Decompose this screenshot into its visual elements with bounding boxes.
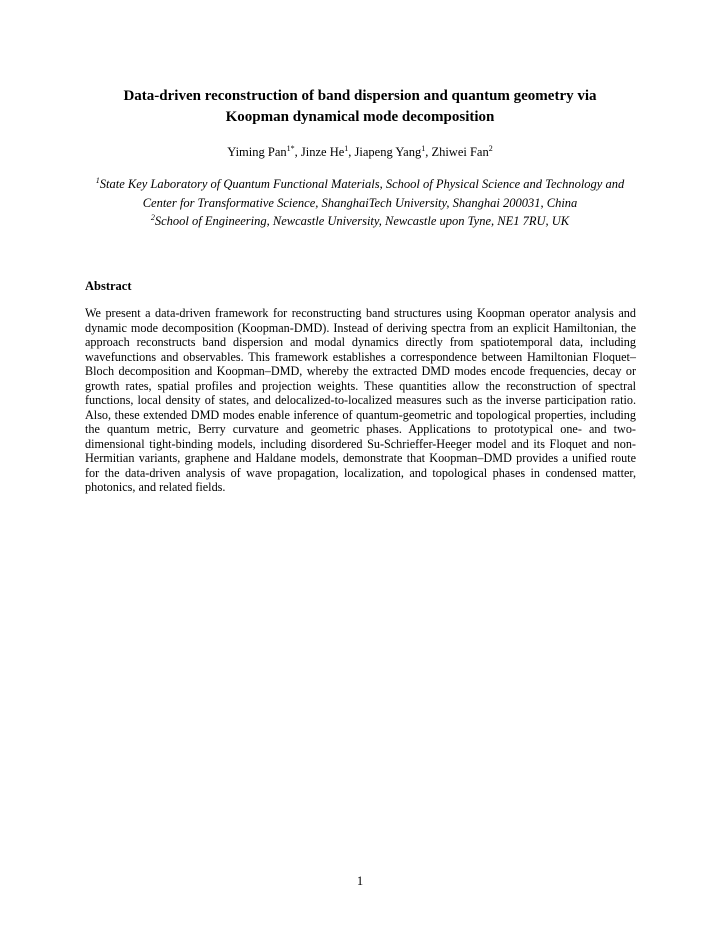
affiliation-list	[84, 175, 636, 231]
title-line-1: Data-driven reconstruction of band dispersion and quantum geometry via	[123, 88, 597, 104]
author-affiliation-mark: 2	[488, 144, 493, 153]
author-name: Yiming Pan	[227, 145, 287, 159]
author-affiliation-mark: 1*	[286, 144, 295, 153]
affiliation-1	[84, 175, 636, 212]
author-name: Jinze He	[300, 145, 345, 159]
author-name: Zhiwei Fan	[431, 145, 489, 159]
author-name: Jiapeng Yang	[354, 145, 422, 159]
page-number: 1	[356, 874, 364, 888]
author-list: Yiming Pan$^{1*}$, Jinze He$^1$, Jiapeng Yang$^1$, Zhiwei Fan$^2$	[227, 144, 493, 159]
abstract-heading: Abstract	[85, 279, 132, 293]
affiliation-mark: 1	[95, 176, 100, 185]
title-line-2: Koopman dynamical mode decomposition	[225, 109, 495, 125]
abstract-body: We present a data-driven framework for reconstructing band structures using Koopman operator analysis and dynamic mode decomposition (Koopman-DMD). Instead of deriving spectra from an explicit Hamiltonian, the approach reconstructs band dispersion and modal dynamics directly from spatiotemporal data, including wavefunctions and observables. This framework establishes a correspondence between Hamiltonian Floquet–Bloch decomposition and Koopman–DMD, whereby the extracted DMD modes encode frequencies, decay or growth rates, spatial profiles and projection weights. These quantities allow the reconstruction of spectral functions, local density of states, and delocalized-to-localized measures such as the inverse participation ratio. Also, these extended DMD modes enable inference of quantum-geometric and topological properties, including the quantum metric, Berry curvature and geometric phases. Applications to prototypical one- and two-dimensional tight-binding models, including disordered Su-Schrieffer-Heeger model and its Floquet and non-Hermitian variants, graphene and Haldane models, demonstrate that Koopman–DMD provides a unified route for the data-driven analysis of wave propagation, localization, and topological phases in condensed matter, photonics, and related fields.	[85, 306, 636, 494]
author-affiliation-mark: 1	[421, 144, 426, 153]
affiliation-mark: 2	[150, 213, 155, 222]
affiliation-text: State Key Laboratory of Quantum Functional Materials, School of Physical Science and Technology and Center for Transformative Science, ShanghaiTech University, Shanghai 200031, China	[99, 177, 625, 210]
paper-title	[80, 86, 640, 128]
author-affiliation-mark: 1	[344, 144, 349, 153]
affiliation-2	[84, 212, 636, 231]
affiliation-text: School of Engineering, Newcastle University, Newcastle upon Tyne, NE1 7RU, UK	[154, 214, 570, 228]
